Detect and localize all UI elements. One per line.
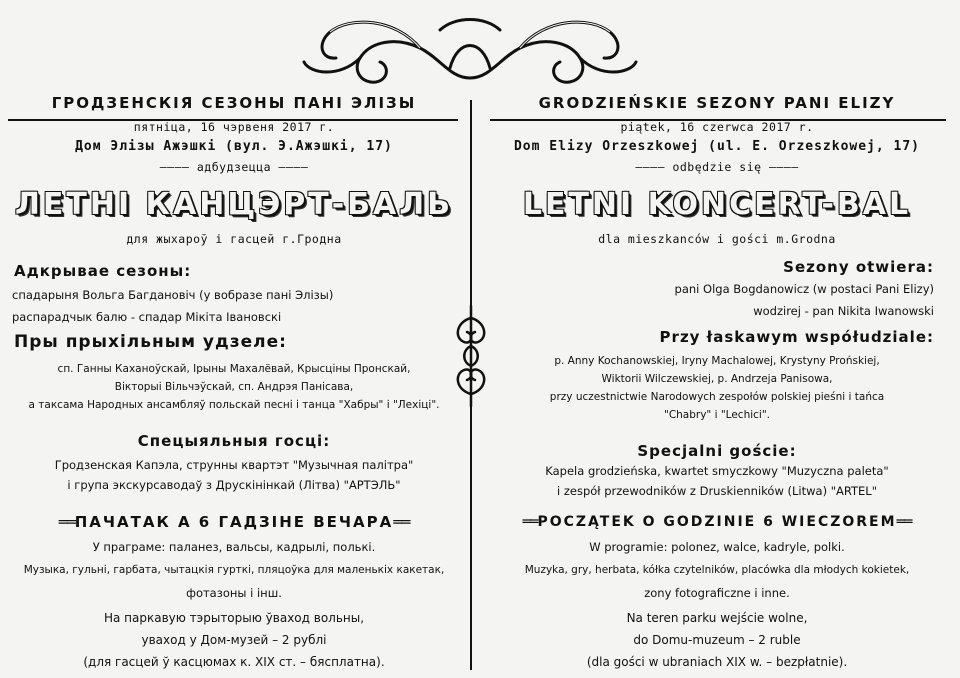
left-date: пятніца, 16 чэрвеня 2017 г. (133, 120, 335, 134)
right-program-line: do Domu-muzeum – 2 ruble (633, 633, 801, 647)
left-start-text: ПАЧАТАК А 6 ГАДЗІНЕ ВЕЧАРА (74, 513, 394, 531)
right-event-name: LETNI KONCERT-BAL (522, 187, 912, 222)
left-audience: для жыхароў і гасцей г.Гродна (126, 232, 342, 246)
top-flourish-ornament (300, 8, 640, 92)
left-will-take-place (6, 162, 462, 174)
right-opens-heading: Sezony otwiera: (783, 258, 934, 276)
right-title: GRODZIEŃSKIE SEZONY PANI ELIZY (538, 94, 896, 112)
left-opens-line1: спадарыня Вольга Багдановіч (у вобразе пані Элізы) (12, 288, 334, 302)
right-program-line: zony fotograficzne i inne. (644, 586, 790, 600)
left-guests-heading: Спецыяльныя госці: (137, 432, 331, 450)
right-divider-dash: ———— (635, 160, 673, 174)
right-start-deco: ══ (896, 514, 912, 530)
right-program-line: W programie: polonez, walce, kadryle, polki. (589, 540, 845, 554)
right-program-line: Muzyka, gry, herbata, kółka czytelników, placówka dla młodych kokietek, (524, 564, 910, 576)
right-will-take-place-text: odbędzie się (672, 160, 762, 174)
right-opens-line1: pani Olga Bogdanowicz (w postaci Pani Elizy) (674, 282, 934, 296)
right-program-line: (dla gości w ubraniach XIX w. – bezpłatnie). (586, 655, 848, 669)
right-participant-line: "Chabry" i "Lechici". (663, 409, 771, 421)
left-program-line: На паркавую тэрыторыю ўваход вольны, (103, 611, 365, 625)
left-participant-line: сп. Ганны Каханоўскай, Ірыны Махалёвай, Крысціны Пронскай, (57, 363, 411, 375)
left-program-line: фотазоны і інш. (186, 586, 282, 600)
right-guest-line: i zespół przewodników z Druskienników (Litwa) "ARTEL" (556, 484, 878, 498)
right-participant-line: p. Anny Kochanowskiej, Iryny Machalowej, Krystyny Prońskiej, (554, 355, 880, 367)
left-title: ГРОДЗЕНСКІЯ СЕЗОНЫ ПАНІ ЭЛІЗЫ (51, 94, 417, 112)
left-start-deco: ══ (58, 513, 75, 531)
right-guests-heading: Specjalni goście: (637, 442, 797, 460)
left-guest-line: Гродзенская Капэла, струнны квартэт "Музычная палітра" (54, 458, 414, 472)
right-opens-line2: wodzirej - pan Nikita Iwanowski (753, 304, 934, 318)
left-will-take-place-text: адбудзецца (196, 160, 272, 174)
right-participant-line: przy uczestnictwie Narodowych zespołów polskiej pieśni i tańca (549, 391, 885, 403)
left-event-name: ЛЕТНІ КАНЦЭРТ-БАЛЬ (14, 187, 454, 222)
right-program-line: Na teren parku wejście wolne, (626, 611, 808, 625)
polish-column (482, 94, 952, 674)
right-will-take-place (482, 162, 952, 174)
left-program-line: У праграме: паланез, вальсы, кадрылі, полькі. (92, 540, 376, 554)
right-guest-line: Kapela grodzieńska, kwartet smyczkowy "Muzyczna paleta" (545, 464, 889, 478)
left-program-line: уваход у Дом-музей – 2 рублі (141, 633, 327, 647)
left-place: Дом Элізы Ажэшкі (вул. Э.Ажэшкі, 17) (75, 139, 393, 154)
left-opens-line2: распарадчык балю - спадар Мікіта Івановскі (12, 310, 282, 324)
center-divider-top (470, 100, 472, 310)
right-place: Dom Elizy Orzeszkowej (ul. E. Orzeszkowej, 17) (513, 139, 921, 154)
right-audience: dla mieszkanców i gości m.Grodna (598, 232, 836, 246)
left-participant-line: а таксама Народных ансамбляў польскай песні і танца "Хабры" і "Лехіці". (28, 399, 440, 411)
right-start-deco: ══ (522, 514, 538, 530)
left-opens-heading: Адкрывае сезоны: (14, 262, 192, 280)
center-divider-bottom (470, 402, 472, 670)
right-participation-heading: Przy łaskawym współudziale: (659, 328, 934, 346)
left-program-line: (для гасцей ў касцюмах к. XIX ст. – бясплатна). (83, 655, 385, 669)
left-divider-dash: ———— (271, 160, 309, 174)
belarusian-column (6, 94, 462, 674)
left-start-deco: ══ (393, 513, 410, 531)
right-divider-dash: ———— (761, 160, 799, 174)
left-participant-line: Вікторыі Вільчэўскай, сп. Андрэя Панісава, (114, 381, 354, 393)
right-date: piątek, 16 czerwca 2017 r. (620, 120, 814, 134)
right-start-time (482, 515, 952, 529)
left-program-line: Музыка, гульні, гарбата, чытацкія гурткі, пляцоўка для маленькіх какетак, (23, 564, 445, 576)
left-start-time (6, 515, 462, 530)
left-guest-line: і група экскурсаводаў з Друскінінкай (Літва) "АРТЭЛЬ" (67, 478, 401, 492)
right-start-text: POCZĄTEK O GODZINIE 6 WIECZOREM (537, 514, 897, 530)
left-divider-dash: ———— (159, 160, 197, 174)
left-participation-heading: Пры прыхільным удзеле: (14, 332, 287, 352)
right-participant-line: Wiktorii Wilczewskiej, p. Andrzeja Panisowa, (601, 373, 833, 385)
